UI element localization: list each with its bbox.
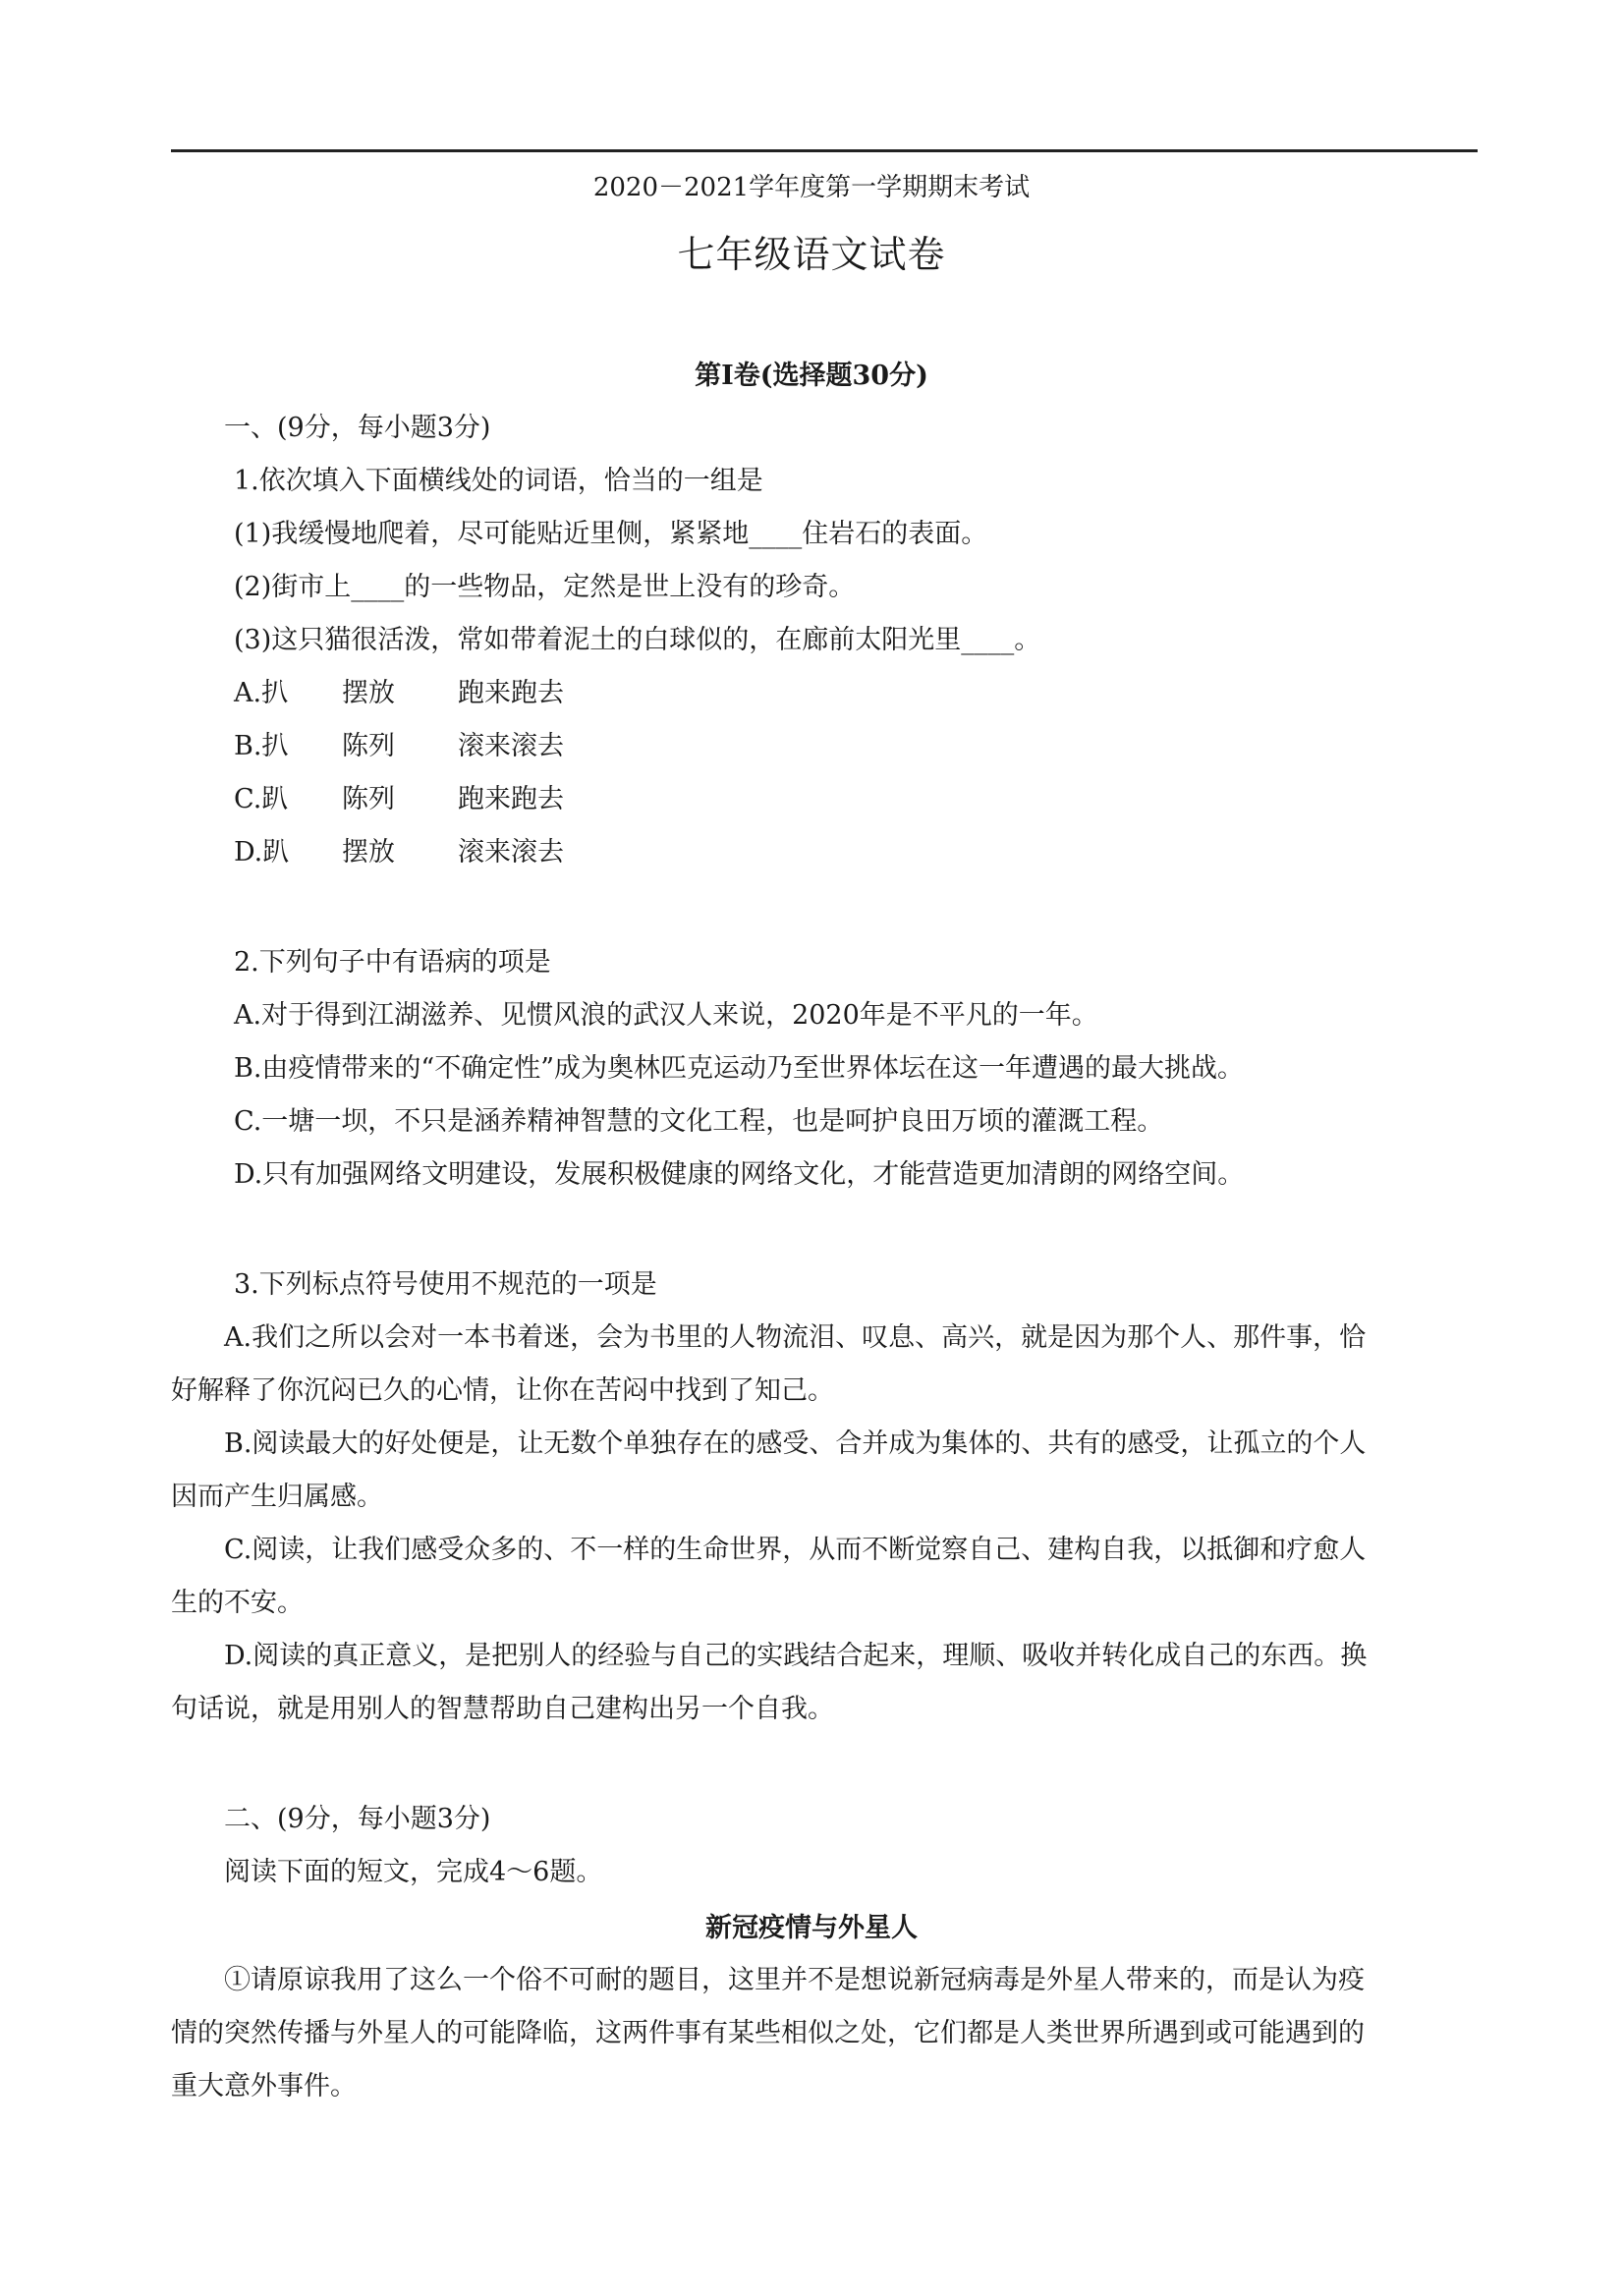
exam-subtitle: 2020－2021学年度第一学期期末考试 bbox=[592, 173, 1031, 202]
answer-option-continuation: 句话说，就是用别人的智慧帮助自己建构出另一个自我。 bbox=[171, 1694, 834, 1724]
answer-option: C.趴 陈列 跑来跑去 bbox=[234, 784, 564, 814]
answer-option: A.对于得到江湖滋养、见惯风浪的武汉人来说，2020年是不平凡的一年。 bbox=[234, 1000, 1098, 1031]
question-sentence: (1)我缓慢地爬着，尽可能贴近里侧，紧紧地____住岩石的表面。 bbox=[234, 519, 988, 549]
answer-option: B.扒 陈列 滚来滚去 bbox=[234, 731, 564, 761]
article-title: 新冠疫情与外星人 bbox=[705, 1913, 918, 1943]
answer-option: D.只有加强网络文明建设，发展积极健康的网络文化，才能营造更加清朗的网络空间。 bbox=[234, 1159, 1245, 1190]
answer-option-continuation: 因而产生归属感。 bbox=[171, 1482, 383, 1512]
answer-option: C.一塘一坝，不只是涵养精神智慧的文化工程，也是呵护良田万顷的灌溉工程。 bbox=[234, 1106, 1164, 1137]
answer-option: B.阅读最大的好处便是，让无数个单独存在的感受、合并成为集体的、共有的感受，让孤立的个人 bbox=[224, 1428, 1367, 1459]
answer-option: C.阅读，让我们感受众多的、不一样的生命世界，从而不断觉察自己、建构自我，以抵御和疗愈人 bbox=[224, 1535, 1367, 1565]
reading-instruction: 阅读下面的短文，完成4～6题。 bbox=[224, 1857, 603, 1887]
question-stem: 1.依次填入下面横线处的词语，恰当的一组是 bbox=[234, 466, 763, 496]
article-paragraph-line: ①请原谅我用了这么一个俗不可耐的题目，这里并不是想说新冠病毒是外星人带来的，而是认为疫 bbox=[224, 1965, 1365, 1995]
question-stem: 2.下列句子中有语病的项是 bbox=[234, 947, 551, 978]
section-heading: 二、(9分，每小题3分) bbox=[224, 1804, 491, 1834]
answer-option-continuation: 好解释了你沉闷已久的心情，让你在苦闷中找到了知己。 bbox=[171, 1375, 834, 1406]
header-rule bbox=[171, 149, 1478, 152]
answer-option: B.由疫情带来的“不确定性”成为奥林匹克运动乃至世界体坛在这一年遭遇的最大挑战。 bbox=[234, 1053, 1245, 1084]
part-heading: 第Ⅰ卷(选择题30分) bbox=[695, 361, 928, 391]
question-stem: 3.下列标点符号使用不规范的一项是 bbox=[234, 1269, 657, 1300]
exam-title: 七年级语文试卷 bbox=[677, 233, 946, 276]
answer-option: A.扒 摆放 跑来跑去 bbox=[234, 678, 564, 708]
article-paragraph-line: 情的突然传播与外星人的可能降临，这两件事有某些相似之处，它们都是人类世界所遇到或可能遇到的 bbox=[171, 2018, 1365, 2048]
answer-option: A.我们之所以会对一本书着迷，会为书里的人物流泪、叹息、高兴，就是因为那个人、那件事，恰 bbox=[224, 1322, 1367, 1353]
answer-option-continuation: 生的不安。 bbox=[171, 1588, 304, 1618]
answer-option: D.阅读的真正意义，是把别人的经验与自己的实践结合起来，理顺、吸收并转化成自己的东西。换 bbox=[224, 1641, 1368, 1671]
answer-option: D.趴 摆放 滚来滚去 bbox=[234, 837, 564, 868]
section-heading: 一、(9分，每小题3分) bbox=[224, 413, 491, 443]
question-sentence: (3)这只猫很活泼，常如带着泥土的白球似的，在廊前太阳光里____。 bbox=[234, 625, 1041, 655]
article-paragraph-line: 重大意外事件。 bbox=[171, 2071, 357, 2101]
question-sentence: (2)街市上____的一些物品，定然是世上没有的珍奇。 bbox=[234, 572, 856, 602]
